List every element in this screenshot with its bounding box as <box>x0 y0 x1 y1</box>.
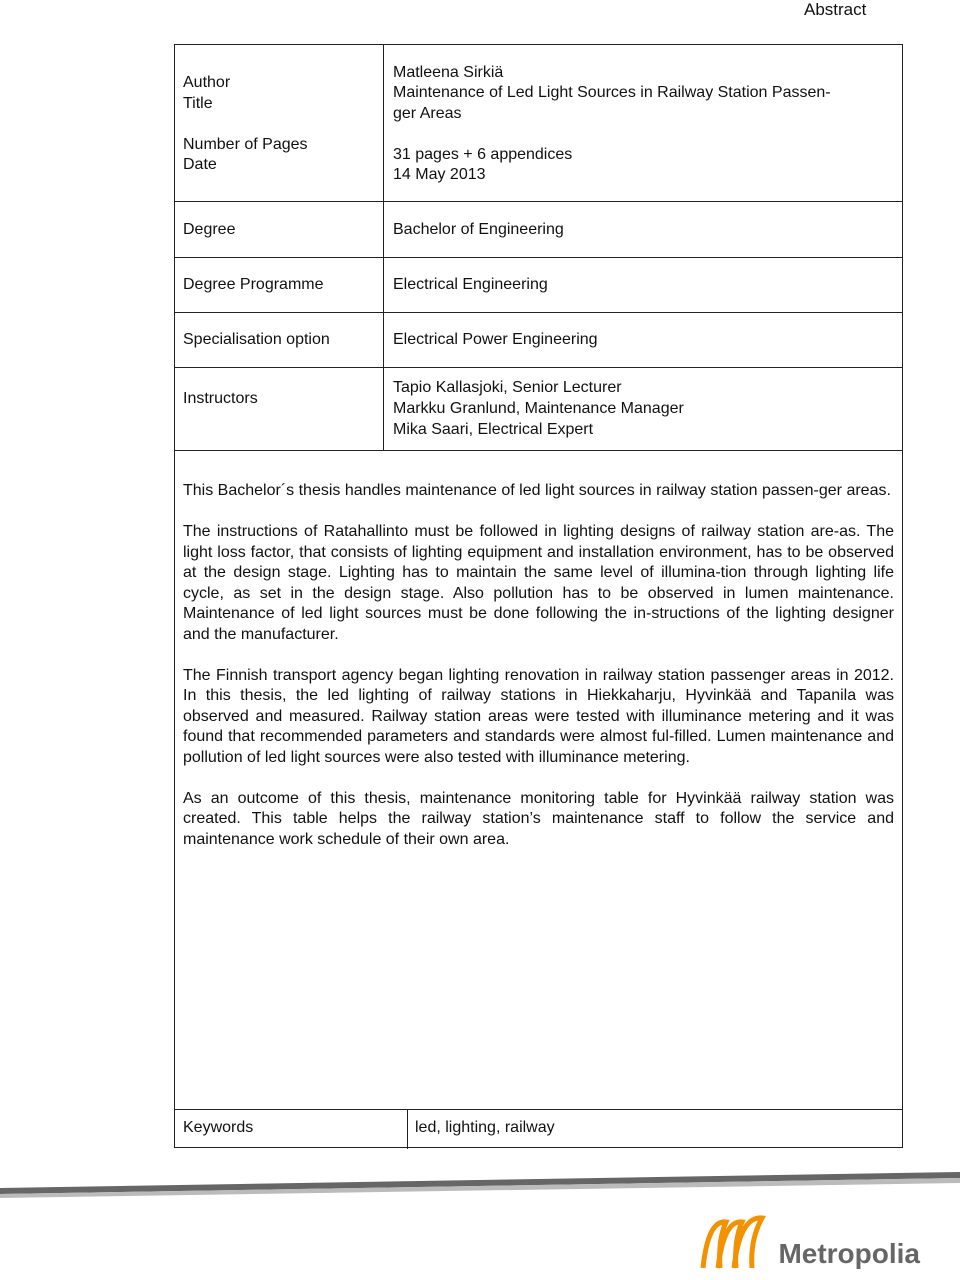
degree-label: Degree <box>183 221 236 238</box>
row-divider <box>175 450 902 451</box>
column-divider <box>383 45 384 450</box>
date-value: 14 May 2013 <box>393 166 486 183</box>
row-divider <box>175 201 902 202</box>
abstract-paragraph: This Bachelor´s thesis handles maintenance of led light sources in railway station passen-ger areas. <box>183 482 891 499</box>
row-divider <box>175 1109 902 1110</box>
keywords-label: Keywords <box>183 1119 254 1136</box>
instructors-label: Instructors <box>183 390 258 407</box>
programme-value: Electrical Engineering <box>393 276 548 293</box>
title-value-line1: Maintenance of Led Light Sources in Railway Station Passen- <box>393 84 831 101</box>
keywords-value: led, lighting, railway <box>415 1119 555 1136</box>
row-divider <box>175 312 902 313</box>
date-label: Date <box>183 156 217 173</box>
logo-mark-icon <box>698 1210 768 1270</box>
row-divider <box>175 367 902 368</box>
instructor-1: Tapio Kallasjoki, Senior Lecturer <box>393 379 622 396</box>
column-divider <box>407 1109 408 1149</box>
logo-text: Metropolia <box>778 1238 920 1269</box>
degree-value: Bachelor of Engineering <box>393 221 564 238</box>
specialisation-value: Electrical Power Engineering <box>393 331 598 348</box>
row-divider <box>175 257 902 258</box>
title-label: Title <box>183 95 213 112</box>
specialisation-label: Specialisation option <box>183 331 330 348</box>
instructor-2: Markku Granlund, Maintenance Manager <box>393 400 684 417</box>
abstract-paragraph: The Finnish transport agency began lighting renovation in railway station passenger areas in 2012. In this thesis, the led lighting of railway stations in Hiekkaharju, Hyvinkää and Tapanila was observed and measured. Railway station areas were tested with illuminance metering and it was found that recommended parameters and standards were almost ful-filled. Lumen maintenance and pollution of led light sources were also tested with illuminance metering. <box>183 666 894 766</box>
author-label: Author <box>183 74 231 91</box>
abstract-body <box>183 481 894 871</box>
abstract-paragraph: The instructions of Ratahallinto must be followed in lighting designs of railway station are-as. The light loss factor, that consists of lighting equipment and installation environment, has to be observed at the design stage. Lighting has to maintain the same level of illumina-tion through lighting life cycle, as set in the design stage. Also pollution has to be observed in lumen maintenance. Maintenance of led light sources must be done following the in-structions of the lighting designer and the manufacturer. <box>183 523 894 643</box>
title-value-line2: ger Areas <box>393 105 462 122</box>
author-value: Matleena Sirkiä <box>393 64 504 81</box>
programme-label: Degree Programme <box>183 276 324 293</box>
metropolia-logo <box>698 1210 920 1270</box>
pages-label: Number of Pages <box>183 136 308 153</box>
abstract-table <box>174 44 903 1148</box>
section-label: Abstract <box>804 0 867 19</box>
instructor-3: Mika Saari, Electrical Expert <box>393 421 594 438</box>
abstract-paragraph: As an outcome of this thesis, maintenance monitoring table for Hyvinkää railway station was created. This table helps the railway station’s maintenance staff to follow the service and maintenance work schedule of their own area. <box>183 789 894 848</box>
pages-value: 31 pages + 6 appendices <box>393 146 573 163</box>
